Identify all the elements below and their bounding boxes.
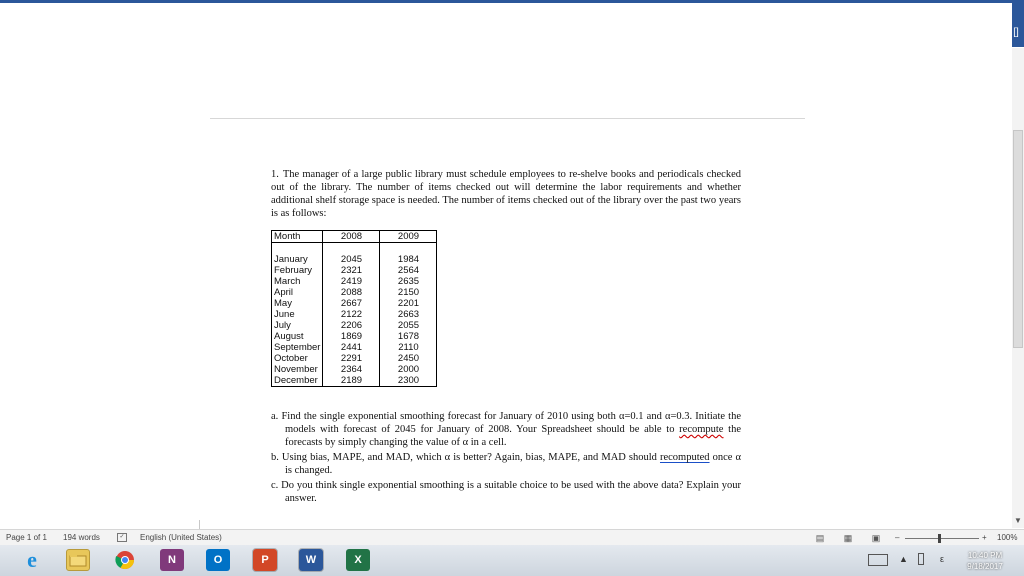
question-a [271, 410, 741, 449]
question-number: 1. [271, 169, 279, 180]
question-list [271, 410, 741, 505]
scroll-down-arrow-icon[interactable]: ▼ [1014, 516, 1022, 525]
zoom-slider-thumb[interactable] [938, 534, 941, 543]
cell-month: October [272, 353, 323, 364]
header-month: Month [272, 231, 323, 243]
zoom-in-button[interactable]: + [982, 533, 987, 542]
cell-2009: 1984 [380, 254, 437, 265]
zoom-out-button[interactable]: – [895, 533, 900, 542]
print-layout-icon[interactable]: ▦ [843, 533, 853, 543]
table-row [272, 276, 437, 287]
cell-month: November [272, 364, 323, 375]
cell-2009: 2201 [380, 298, 437, 309]
table-row [272, 309, 437, 320]
question-b-text-2: once α is changed. [285, 452, 741, 476]
cell-2008: 2667 [323, 298, 380, 309]
cell-2009: 2055 [380, 320, 437, 331]
library-checkouts-table [271, 230, 437, 387]
keyboard-icon[interactable] [868, 554, 888, 566]
status-bar [0, 529, 1024, 546]
cell-2008: 2441 [323, 342, 380, 353]
web-layout-icon[interactable]: ▣ [871, 533, 881, 543]
cell-2008: 2419 [323, 276, 380, 287]
outlook-icon[interactable]: O [206, 549, 230, 571]
cell-month: July [272, 320, 323, 331]
proofing-icon[interactable]: ✓ [117, 533, 127, 542]
cell-month: May [272, 298, 323, 309]
header-2009: 2009 [380, 231, 437, 243]
table-row [272, 375, 437, 387]
word-count[interactable]: 194 words [63, 533, 100, 542]
cell-month: September [272, 342, 323, 353]
table-row [272, 298, 437, 309]
cell-2009: 1678 [380, 331, 437, 342]
cell-2009: 2564 [380, 265, 437, 276]
cell-2008: 2088 [323, 287, 380, 298]
show-hidden-icons-chevron-icon[interactable]: ▲ [899, 554, 908, 564]
table-row [272, 287, 437, 298]
table-row [272, 364, 437, 375]
cell-2008: 2206 [323, 320, 380, 331]
table-spacer-row [272, 243, 437, 255]
table-row [272, 265, 437, 276]
cell-2009: 2150 [380, 287, 437, 298]
page-edge-marker [199, 520, 200, 529]
cell-2009: 2000 [380, 364, 437, 375]
cell-2009: 2450 [380, 353, 437, 364]
table-row [272, 342, 437, 353]
cell-month: August [272, 331, 323, 342]
ime-indicator[interactable]: ε [940, 554, 945, 564]
zoom-slider[interactable] [905, 538, 979, 539]
question-a-label: a. [271, 411, 279, 422]
page-count[interactable]: Page 1 of 1 [6, 533, 47, 542]
cell-month: December [272, 375, 323, 387]
table-row [272, 353, 437, 364]
clock-date: 9/18/2017 [967, 562, 1003, 571]
cell-2008: 2364 [323, 364, 380, 375]
cell-month: February [272, 265, 323, 276]
taskbar-clock[interactable] [955, 550, 1015, 572]
cell-month: April [272, 287, 323, 298]
cell-2008: 2122 [323, 309, 380, 320]
cell-2009: 2635 [380, 276, 437, 287]
question-c [271, 479, 741, 505]
cell-2008: 2045 [323, 254, 380, 265]
question-a-text-1: Find the single exponential smoothing forecast for January of 2010 using both α=0.1 and α=0.3. Initiate the models with forecast of 2045 for January of 2008. Your Spreadsheet should be able to [278, 411, 741, 435]
zoom-level[interactable]: 100% [997, 533, 1018, 542]
table-row [272, 320, 437, 331]
scrollbar-thumb[interactable] [1013, 130, 1023, 348]
table-row [272, 254, 437, 265]
battery-icon[interactable] [918, 553, 924, 565]
read-mode-icon[interactable]: ▤ [815, 533, 825, 543]
clock-time: 10:40 PM [967, 551, 1003, 560]
cell-2009: 2663 [380, 309, 437, 320]
cell-2008: 2291 [323, 353, 380, 364]
question-c-text: Do you think single exponential smoothing is a suitable choice to be used with the above data? Explain your answer. [278, 480, 741, 504]
cell-month: January [272, 254, 323, 265]
question-c-label: c. [271, 480, 279, 491]
header-2008: 2008 [323, 231, 380, 243]
table-row [272, 331, 437, 342]
spelling-flag[interactable]: recompute [679, 424, 724, 435]
cell-month: March [272, 276, 323, 287]
question-b-label: b. [271, 452, 279, 463]
cell-month: June [272, 309, 323, 320]
onenote-icon[interactable]: N [160, 549, 184, 571]
page-top-boundary [210, 118, 805, 119]
document-body[interactable] [271, 168, 741, 507]
question-b-text-1: Using bias, MAPE, and MAD, which α is better? Again, bias, MAPE, and MAD should [278, 452, 660, 463]
grammar-flag[interactable]: recomputed [659, 452, 710, 463]
word-icon[interactable]: W [299, 549, 323, 571]
windows-taskbar [0, 545, 1024, 576]
file-explorer-icon[interactable] [66, 549, 90, 571]
powerpoint-icon[interactable]: P [253, 549, 277, 571]
cell-2009: 2110 [380, 342, 437, 353]
internet-explorer-icon[interactable]: e [27, 547, 37, 572]
cell-2008: 2321 [323, 265, 380, 276]
intro-text: The manager of a large public library must schedule employees to re-shelve books and periodicals checked out of the library. The number of items checked out will determine the labor requirements and whether additional shelf storage space is needed. The number of items checked out of the library over the past two years is as follows: [271, 169, 741, 219]
excel-icon[interactable]: X [346, 549, 370, 571]
window-corner-label: [] [1013, 27, 1019, 38]
question-intro [271, 168, 741, 220]
cell-2008: 1869 [323, 331, 380, 342]
question-a-text-2: the forecasts by simply changing the value of α in a cell. [285, 424, 741, 448]
language-indicator[interactable]: English (United States) [140, 533, 222, 542]
question-b [271, 451, 741, 477]
chrome-icon[interactable] [113, 549, 137, 571]
cell-2008: 2189 [323, 375, 380, 387]
cell-2009: 2300 [380, 375, 437, 387]
